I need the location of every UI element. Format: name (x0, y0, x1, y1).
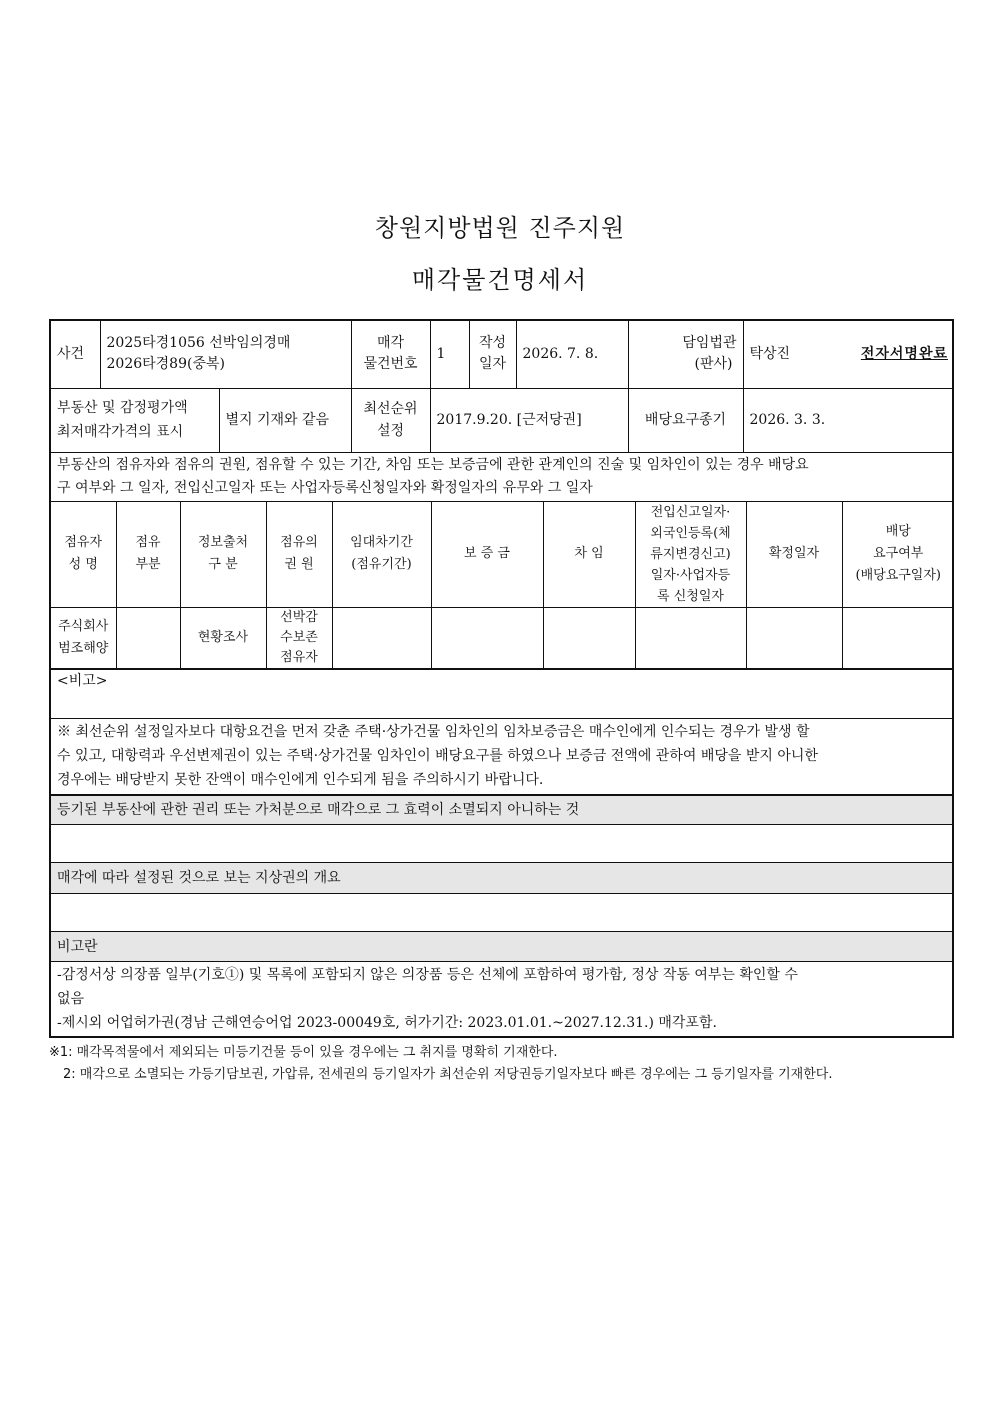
rights-title: 등기된 부동산에 관한 권리 또는 가처분으로 매각으로 그 효력이 소멸되지 아니하는 것 (51, 795, 952, 825)
col-title (266, 502, 332, 608)
col-dividend (842, 502, 954, 608)
case-number-line1: 2025타경1056 선박임의경매 (106, 335, 291, 352)
col-move-line2: 외국인등록(체 (650, 525, 731, 541)
deadline-value: 2026. 3. 3. (743, 389, 954, 453)
valuation-label (51, 389, 219, 453)
table-row (51, 607, 954, 669)
col-fixed-date: 확정일자 (746, 502, 842, 608)
priority-label-line1: 최선순위 (363, 401, 418, 418)
col-source-line1: 정보출처 (197, 535, 249, 550)
deadline-label: 배당요구종기 (628, 389, 743, 453)
row-period (332, 607, 431, 669)
priority-label-line2: 설정 (376, 423, 405, 440)
notes-line1: -감정서상 의장품 일부(기호①) 및 목록에 포함되지 않은 의장품 등은 선체에 포함하여 평가함, 정상 작동 여부는 확인할 수 (57, 966, 798, 983)
judge-cell (743, 321, 954, 388)
statement-form (49, 319, 954, 1038)
col-period (332, 502, 431, 608)
item-number-label-line1: 매각 (376, 335, 405, 352)
row-part (116, 607, 180, 669)
footnote-1: ※1: 매각목적물에서 제외되는 미등기건물 등이 있을 경우에는 그 취지를 명확히 기재한다. (49, 1045, 558, 1060)
case-label: 사건 (51, 321, 100, 388)
footnotes (49, 1042, 969, 1086)
priority-value: 2017.9.20. [근저당권] (430, 389, 628, 453)
notes-line3: -제시외 어업허가권(경남 근해연승어업 2023-00049호, 허가기간: 2023.01.01.~2027.12.31.) 매각포함. (57, 1014, 717, 1031)
case-info-table (51, 321, 954, 389)
col-part-line2: 부분 (135, 557, 161, 572)
col-occupant-line1: 점유자 (64, 535, 103, 550)
row-fixed-date (746, 607, 842, 669)
warning-text (51, 719, 952, 795)
valuation-table (51, 389, 954, 454)
occupancy-table (51, 502, 954, 670)
col-occupant (51, 502, 116, 608)
col-rent: 차 임 (543, 502, 635, 608)
case-number (100, 321, 351, 388)
judge-label (628, 321, 743, 388)
item-number-label-line2: 물건번호 (363, 356, 418, 373)
case-number-line2: 2026타경89(중복) (106, 356, 225, 373)
priority-label (351, 389, 430, 453)
row-title (266, 607, 332, 669)
rights-body (51, 825, 952, 863)
col-title-line1: 점유의 (280, 535, 318, 550)
col-dividend-line2: 요구여부 (873, 546, 924, 561)
col-move-line3: 류지변경신고) (650, 546, 731, 562)
warning-line3: 경우에는 배당받지 못한 잔액이 매수인에게 인수되게 됨을 주의하시기 바랍니다. (57, 772, 544, 789)
date-label (469, 321, 516, 388)
occupancy-header-row (51, 502, 954, 608)
col-dividend-line1: 배당 (885, 524, 911, 539)
row-occupant-line2: 범조해양 (58, 640, 109, 656)
notes-line2: 없음 (57, 990, 85, 1007)
judge-label-line1: 담임법관 (682, 335, 737, 352)
date-label-line1: 작성 (478, 335, 507, 352)
valuation-label-line1: 부동산 및 감정평가액 (57, 400, 188, 417)
col-move-line1: 전입신고일자· (650, 504, 731, 520)
valuation-label-line2: 최저매각가격의 표시 (57, 424, 184, 441)
item-number: 1 (430, 321, 469, 388)
col-move-line5: 록 신청일자 (657, 588, 724, 604)
occupancy-intro-line1: 부동산의 점유자와 점유의 권원, 점유할 수 있는 기간, 차임 또는 보증금에 관한 관계인의 진술 및 임차인이 있는 경우 배당요 (57, 456, 809, 473)
row-move-in (635, 607, 746, 669)
col-source-line2: 구 분 (208, 557, 238, 572)
footnote-2: 2: 매각으로 소멸되는 가등기담보권, 가압류, 전세권의 등기일자가 최선순위 저당권등기일자보다 빠른 경우에는 그 등기일자를 기재한다. (63, 1067, 833, 1082)
notes-body (51, 962, 952, 1036)
surface-rights-body (51, 894, 952, 932)
judge-label-line2: (판사) (694, 356, 733, 373)
occupancy-intro (51, 453, 952, 502)
col-move-line4: 일자·사업자등 (650, 567, 731, 583)
row-deposit (431, 607, 543, 669)
valuation-value: 별지 기재와 같음 (219, 389, 351, 453)
col-dividend-line3: (배당요구일자) (855, 568, 941, 583)
judge-name: 탁상진 (749, 346, 791, 362)
date-label-line2: 일자 (478, 356, 507, 373)
col-source (180, 502, 266, 608)
row-source: 현황조사 (180, 607, 266, 669)
col-part-line1: 점유 (135, 535, 161, 550)
warning-line2: 수 있고, 대항력과 우선변제권이 있는 주택·상가건물 임차인이 배당요구를 하였으나 보증금 전액에 관하여 배당을 받지 아니한 (57, 748, 818, 765)
occupancy-intro-line2: 구 여부와 그 일자, 전입신고일자 또는 사업자등록신청일자와 확정일자의 유무와 그 일자 (57, 479, 593, 496)
col-period-line1: 임대차기간 (350, 535, 413, 550)
col-part (116, 502, 180, 608)
row-title-line1: 선박감 (280, 609, 318, 625)
document-title: 매각물건명세서 (411, 266, 589, 294)
col-move-in (635, 502, 746, 608)
row-title-line3: 점유자 (280, 649, 318, 665)
col-period-line2: (점유기간) (351, 557, 412, 572)
remarks-label: <비고> (51, 670, 952, 719)
notes-title: 비고란 (51, 932, 952, 962)
row-occupant-line1: 주식회사 (58, 618, 109, 634)
row-dividend (842, 607, 954, 669)
row-rent (543, 607, 635, 669)
court-name: 창원지방법원 진주지원 (374, 214, 626, 242)
row-occupant (51, 607, 116, 669)
item-number-label (351, 321, 430, 388)
remarks-table (51, 670, 952, 1036)
electronic-signature: 전자서명완료 (860, 346, 948, 362)
row-title-line2: 수보존 (280, 629, 318, 645)
col-deposit: 보 증 금 (431, 502, 543, 608)
col-title-line2: 권 원 (284, 557, 314, 572)
occupancy-intro-text (51, 453, 952, 501)
date-value: 2026. 7. 8. (516, 321, 628, 388)
warning-line1: ※ 최선순위 설정일자보다 대항요건을 먼저 갖춘 주택·상가건물 임차인의 임차보증금은 매수인에게 인수되는 경우가 발생 할 (57, 724, 810, 741)
col-occupant-line2: 성 명 (68, 557, 98, 572)
surface-rights-title: 매각에 따라 설정된 것으로 보는 지상권의 개요 (51, 863, 952, 894)
